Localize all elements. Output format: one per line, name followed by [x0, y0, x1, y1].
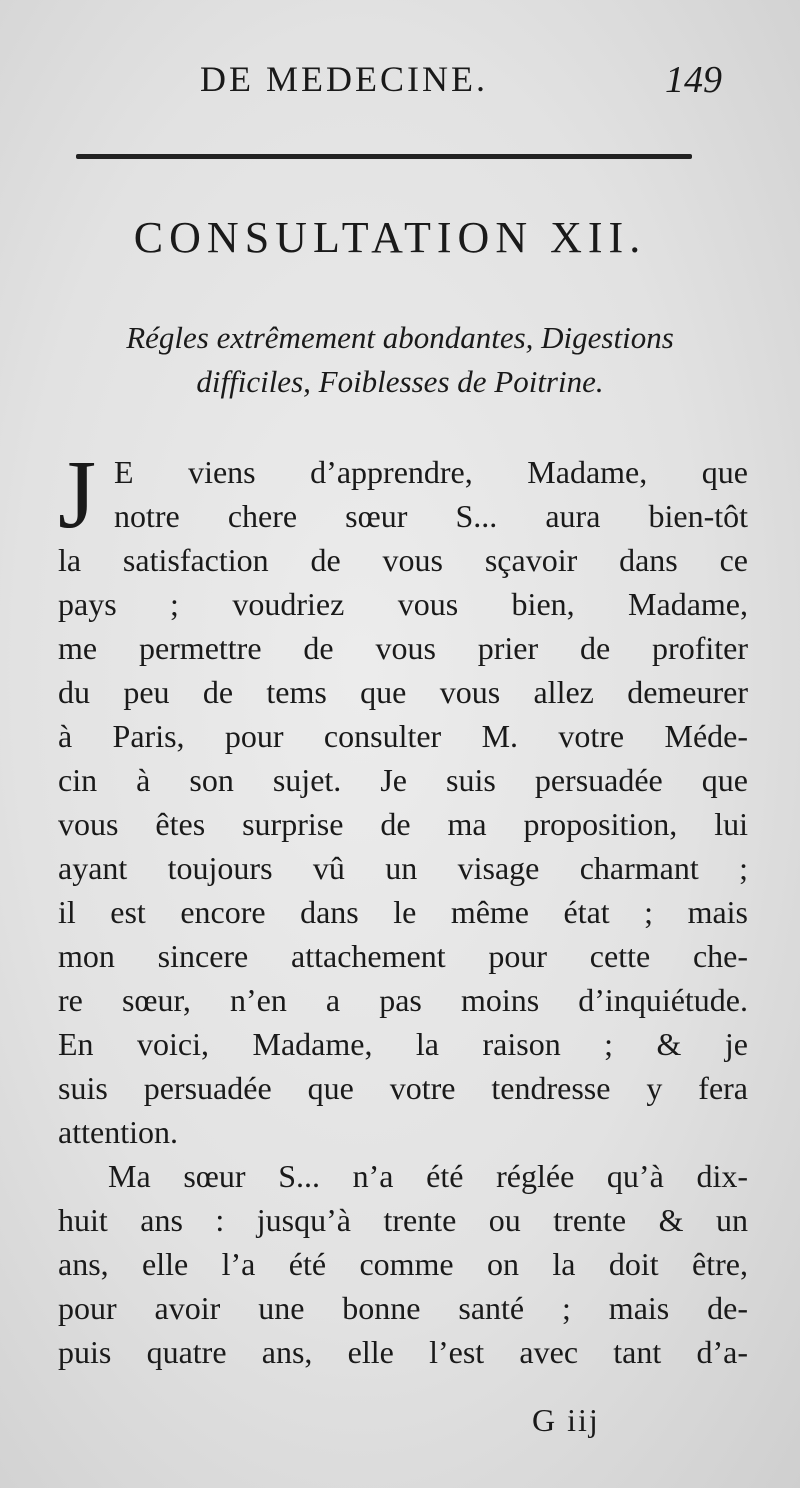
- text-line: En voici, Madame, la raison ; & je: [58, 1026, 748, 1062]
- text-line: huit ans : jusqu’à trente ou trente & un: [58, 1202, 748, 1238]
- text-line: à Paris, pour consulter M. votre Méde-: [58, 718, 748, 754]
- subtitle-line: Régles extrêmement abondantes, Digestions: [126, 320, 674, 355]
- text-line: ayant toujours vû un visage charmant ;: [58, 850, 748, 886]
- chapter-title: CONSULTATION XII.: [133, 213, 647, 262]
- text-line: ans, elle l’a été comme on la doit être,: [58, 1246, 748, 1282]
- text-line: pays ; voudriez vous bien, Madame,: [58, 586, 748, 622]
- text-line: re sœur, n’en a pas moins d’inquiétude.: [58, 982, 748, 1018]
- text-line: me permettre de vous prier de profiter: [58, 630, 748, 666]
- text-line: E viens d’apprendre, Madame, que: [114, 454, 748, 490]
- text-line: vous êtes surprise de ma proposition, lui: [58, 806, 748, 842]
- text-line: du peu de tems que vous allez demeurer: [58, 674, 748, 710]
- text-line: attention.: [58, 1114, 178, 1150]
- text-line: mon sincere attachement pour cette che-: [58, 938, 748, 974]
- text-line: notre chere sœur S... aura bien-tôt: [114, 498, 748, 534]
- subtitle-line: difficiles, Foiblesses de Poitrine.: [196, 364, 604, 399]
- body-text: [58, 441, 748, 1374]
- running-title: DE MEDECINE.: [200, 59, 488, 99]
- text-line: puis quatre ans, elle l’est avec tant d’a-: [58, 1334, 748, 1370]
- paragraph-2: [58, 1154, 748, 1374]
- text-line: Ma sœur S... n’a été réglée qu’à dix-: [108, 1158, 748, 1194]
- text-line: suis persuadée que votre tendresse y fera: [58, 1070, 748, 1106]
- text-line: la satisfaction de vous sçavoir dans ce: [58, 542, 748, 578]
- running-head: [0, 58, 800, 108]
- chapter-subtitle: [40, 316, 760, 404]
- signature-mark: G iij: [532, 1402, 600, 1438]
- text-line: cin à son sujet. Je suis persuadée que: [58, 762, 748, 798]
- paragraph-1: [58, 538, 748, 1154]
- text-line: il est encore dans le même état ; mais: [58, 894, 748, 930]
- text-line: pour avoir une bonne santé ; mais de-: [58, 1290, 748, 1326]
- drop-cap-block: [58, 441, 748, 549]
- drop-cap-letter: J: [58, 441, 97, 549]
- page-number: 149: [665, 59, 722, 101]
- header-rule: [76, 154, 692, 159]
